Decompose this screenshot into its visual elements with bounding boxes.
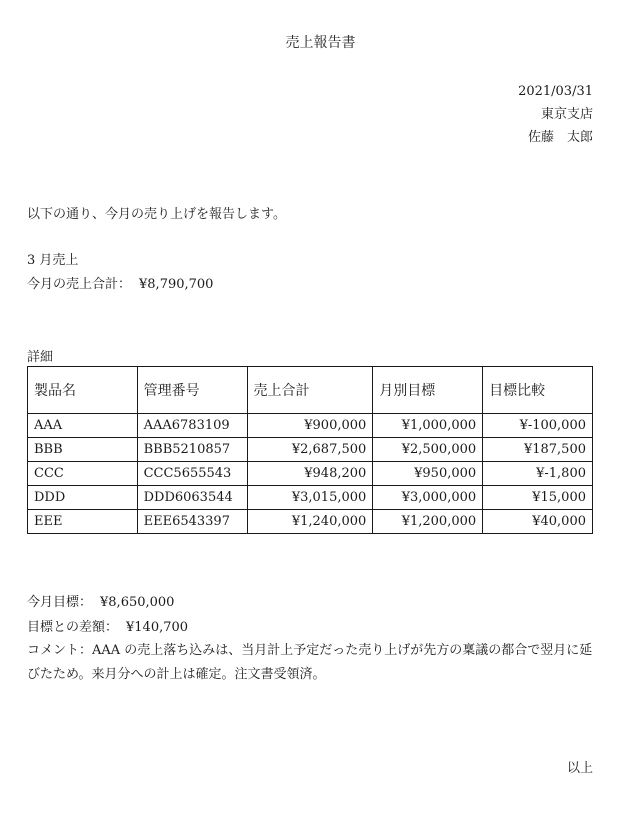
cell-comparison: ¥40,000 bbox=[483, 510, 593, 534]
sales-detail-table bbox=[27, 366, 593, 534]
column-header-comparison: 目標比較 bbox=[483, 367, 593, 414]
table-row bbox=[28, 510, 593, 534]
table-header-row bbox=[28, 367, 593, 414]
cell-code: CCC5655543 bbox=[137, 462, 247, 486]
cell-sales: ¥900,000 bbox=[247, 414, 373, 438]
cell-sales: ¥2,687,500 bbox=[247, 438, 373, 462]
cell-sales: ¥3,015,000 bbox=[247, 486, 373, 510]
cell-comparison: ¥187,500 bbox=[483, 438, 593, 462]
cell-sales: ¥1,240,000 bbox=[247, 510, 373, 534]
document-header bbox=[518, 80, 593, 149]
document-title: 売上報告書 bbox=[285, 35, 356, 51]
branch-name: 東京支店 bbox=[540, 107, 593, 122]
target-difference bbox=[27, 616, 188, 635]
cell-product: DDD bbox=[28, 486, 138, 510]
cell-target: ¥1,200,000 bbox=[373, 510, 483, 534]
cell-comparison: ¥-100,000 bbox=[483, 414, 593, 438]
cell-comparison: ¥15,000 bbox=[483, 486, 593, 510]
table-row bbox=[28, 486, 593, 510]
closing-text: 以上 bbox=[566, 761, 593, 776]
cell-target: ¥2,500,000 bbox=[373, 438, 483, 462]
table-row bbox=[28, 462, 593, 486]
cell-product: CCC bbox=[28, 462, 138, 486]
target-difference-value: ¥140,700 bbox=[126, 620, 189, 635]
month-target-label: 今月目標： bbox=[27, 595, 93, 610]
cell-code: DDD6063544 bbox=[137, 486, 247, 510]
month-target bbox=[27, 591, 174, 610]
month-target-value: ¥8,650,000 bbox=[100, 595, 175, 610]
column-header-code: 管理番号 bbox=[137, 367, 247, 414]
cell-product: EEE bbox=[28, 510, 138, 534]
cell-target: ¥3,000,000 bbox=[373, 486, 483, 510]
author-name: 佐藤 太郎 bbox=[527, 130, 593, 145]
cell-comparison: ¥-1,800 bbox=[483, 462, 593, 486]
column-header-product: 製品名 bbox=[28, 367, 138, 414]
month-total-label: 今月の売上合計： bbox=[27, 277, 132, 292]
cell-target: ¥950,000 bbox=[373, 462, 483, 486]
column-header-sales: 売上合計 bbox=[247, 367, 373, 414]
cell-code: EEE6543397 bbox=[137, 510, 247, 534]
table-row bbox=[28, 438, 593, 462]
detail-label: 詳細 bbox=[27, 350, 54, 365]
cell-code: AAA6783109 bbox=[137, 414, 247, 438]
report-date: 2021/03/31 bbox=[518, 84, 593, 99]
month-total-value: ¥8,790,700 bbox=[139, 277, 214, 292]
comment-text: コメント：AAA の売上落ち込みは、当月計上予定だった売り上げが先方の稟議の都合で翌月に延びたため。来月分への計上は確定。注文書受領済。 bbox=[27, 643, 593, 682]
cell-sales: ¥948,200 bbox=[247, 462, 373, 486]
month-total bbox=[27, 273, 213, 292]
cell-target: ¥1,000,000 bbox=[373, 414, 483, 438]
target-difference-label: 目標との差額： bbox=[27, 620, 119, 635]
cell-product: AAA bbox=[28, 414, 138, 438]
cell-code: BBB5210857 bbox=[137, 438, 247, 462]
column-header-target: 月別目標 bbox=[373, 367, 483, 414]
intro-text: 以下の通り、今月の売り上げを報告します。 bbox=[27, 207, 286, 222]
cell-product: BBB bbox=[28, 438, 138, 462]
month-label: 3 月売上 bbox=[27, 253, 79, 268]
table-row bbox=[28, 414, 593, 438]
